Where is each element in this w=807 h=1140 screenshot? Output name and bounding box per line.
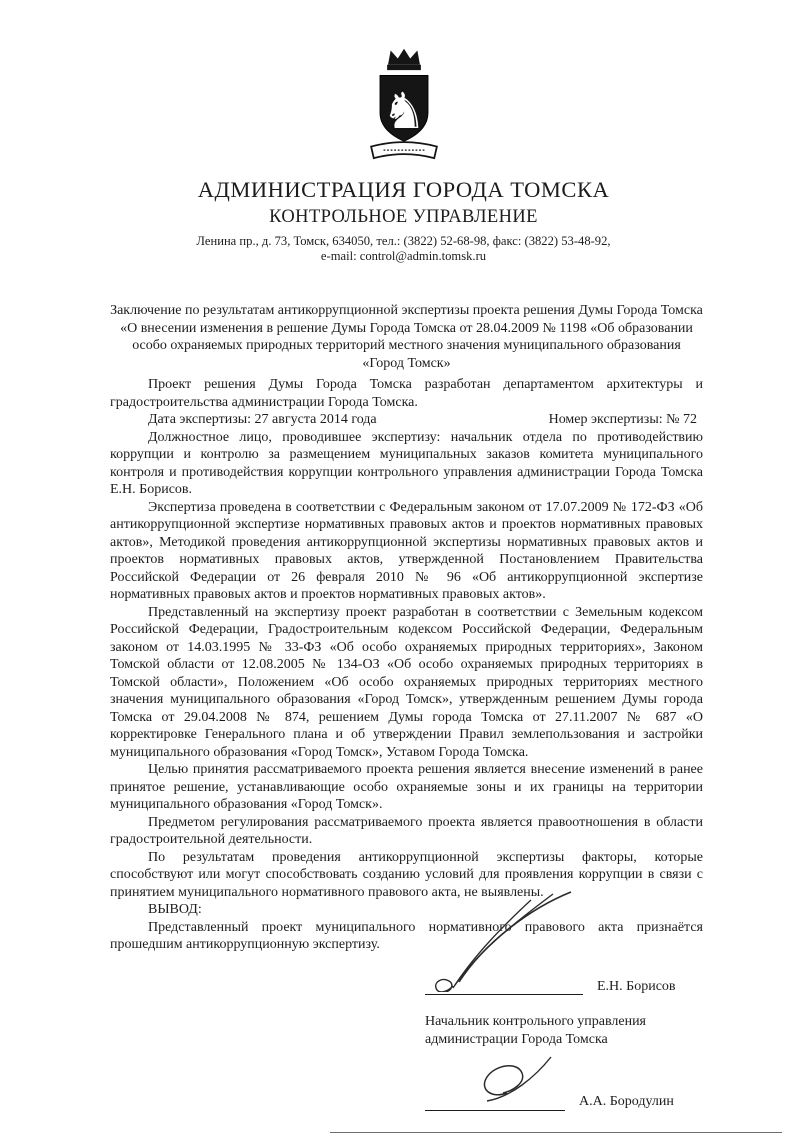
department-name: КОНТРОЛЬНОЕ УПРАВЛЕНИЕ [269,207,538,227]
document-title: Заключение по результатам антикоррупционной экспертизы проекта решения Думы Города Томска «О внесении изменения в решение Думы Города Томска от 28.04.2009 № 1198 «Об образовании особо охраняемых природных территорий местного значения муниципального образования «Город Томск» [110,303,703,371]
paragraph-goal: Целью принятия рассматриваемого проекта решения является внесение изменений в ранее принятое решение, устанавливающие особо охраняемые зоны и их границы на территории муниципального образования «Город Томск». [110,762,703,812]
signature-block [425,978,703,1111]
document-body [110,302,703,1111]
paragraph-official: Должностное лицо, проводившее экспертизу: начальник отдела по противодействию коррупции и контролю за размещением муниципальных заказов комитета муниципального контроля и противодействия коррупции контрольного управления администрации Города Томска Е.Н. Борисов. [110,429,703,497]
email-line: e-mail: control@admin.tomsk.ru [320,249,487,263]
signature-line [425,1096,565,1111]
conclusion-heading: ВЫВОД: [148,902,202,917]
paragraph-accordance: Представленный на экспертизу проект разработан в соответствии с Земельным кодексом Российской Федерации, Градостроительным кодексом Российской Федерации, Федеральным законом от 14.03.1995 № 33-ФЗ «Об особо охраняемых природных территориях», Законом Томской области от 12.08.2005 № 134-ОЗ «Об особо охраняемых природных территориях в Томской области», Положением «Об особо охраняемых природных территориях местного значения муниципального образования «Город Томск», утвержденным решением Думы города Томска от 29.04.2008 № 874, решением Думы города Томска от 27.11.2007 № 687 «О корректировке Генерального плана и об утверждении Правил землепользования и застройки муниципального образования «Город Томск», Уставом Города Томска. [110,604,703,760]
scan-edge-artifact [330,1132,782,1133]
paragraph-legal-basis: Экспертиза проведена в соответствии с Федеральным законом от 17.07.2009 № 172-ФЗ «Об антикоррупционной экспертизе нормативных правовых актов и проектов нормативных правовых актов», Методикой проведения антикоррупционной экспертизы нормативных правовых актов и проектов нормативных правовых актов, утвержденной Постановлением Правительства Российской Федерации от 26 февраля 2010 № 96 «Об антикоррупционной экспертизе нормативных правовых актов и проектов нормативных правовых актов». [110,499,703,602]
svg-text:♞: ♞ [381,81,426,140]
signatory-name-borodulin: А.А. Бородулин [579,1094,674,1109]
paragraph-results: По результатам проведения антикоррупционной экспертизы факторы, которые способствуют или могут способствовать созданию условий для проявления коррупции в связи с принятием муниципального нормативного правового акта, не выявлены. [110,849,703,900]
expertise-meta-row [110,411,703,429]
signature-line [425,980,583,995]
signature-row-borisov [425,978,703,996]
tomsk-coat-of-arms-icon [364,36,444,170]
signatory-position [425,1013,703,1049]
signatory-name-borisov: Е.Н. Борисов [597,978,676,994]
expertise-number: Номер экспертизы: № 72 [548,412,697,427]
paragraph-subject: Предметом регулирования рассматриваемого проекта является правоотношения в области градостроительной деятельности. [110,814,703,847]
paragraph-conclusion: Представленный проект муниципального нормативного правового акта признаётся прошедшим антикоррупционную экспертизу. [110,919,703,952]
paragraph-project-developed: Проект решения Думы Города Томска разработан департаментом архитектуры и градостроительства администрации Города Томска. [110,377,703,410]
signature-row-borodulin [425,1093,703,1111]
emblem-container [0,36,807,170]
expertise-date: Дата экспертизы: 27 августа 2014 года [148,412,377,427]
organization-name: АДМИНИСТРАЦИЯ ГОРОДА ТОМСКА [197,177,610,202]
signatory-position-line1: Начальник контрольного управления [425,1014,646,1029]
letterhead [0,0,807,264]
signatory-position-line2: администрации Города Томска [425,1032,608,1047]
address-line: Ленина пр., д. 73, Томск, 634050, тел.: (3822) 52-68-98, факс: (3822) 53-48-92, [196,234,611,248]
